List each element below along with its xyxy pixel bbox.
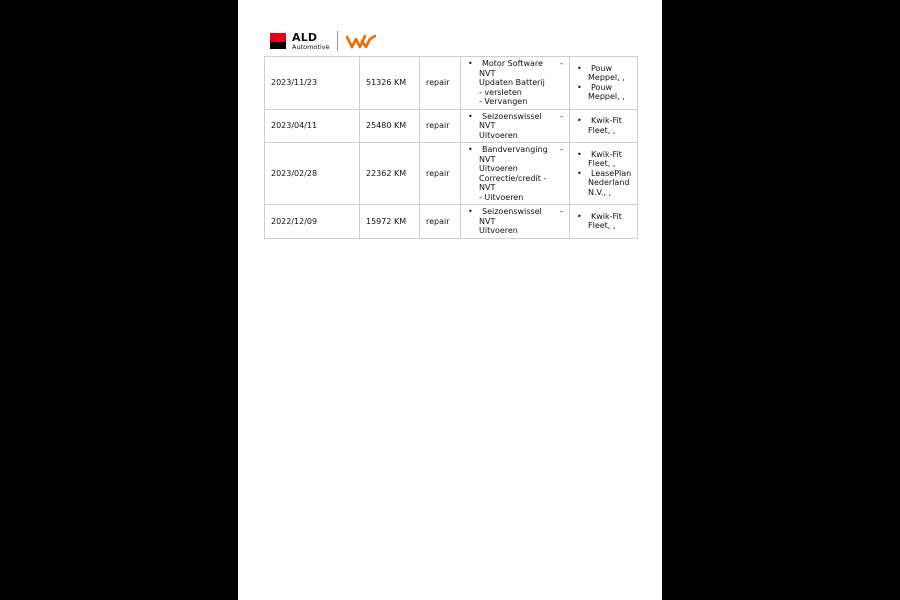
date-cell — [265, 205, 360, 239]
type-cell — [420, 57, 461, 110]
dealer-line: N.V., , — [588, 187, 612, 197]
ald-logo-mark-icon — [270, 33, 286, 49]
type-value: repair — [426, 216, 450, 226]
type-value: repair — [426, 121, 450, 130]
list-item: • Motor Software - NVT Updaten Batterij - versleten - Vervangen — [467, 59, 563, 107]
dealer-line: Fleet, , — [588, 221, 616, 231]
dealer-line: LeasePlan — [591, 168, 632, 178]
type-cell — [420, 109, 461, 143]
km-cell — [360, 205, 420, 239]
dealer-item — [576, 83, 631, 102]
header-logos — [270, 30, 376, 52]
dealer-line: Kwik-Fit — [591, 211, 622, 221]
dealer-line: Meppel, , — [588, 73, 625, 83]
activities-cell — [461, 143, 570, 205]
activity-line: Uitvoeren — [479, 226, 518, 235]
activity-title: • Motor Software — [482, 59, 543, 68]
list-item: • Seizoenswissel - NVT Uitvoeren — [467, 207, 563, 236]
table-row — [265, 205, 638, 239]
km-value: 15972 KM — [366, 216, 407, 226]
dealer-cell — [570, 109, 638, 143]
km-value: 22362 KM — [366, 168, 407, 178]
date-value: 2023/11/23 — [271, 78, 318, 87]
activity-line: Updaten Batterij — [479, 78, 545, 87]
ald-brand-main: ALD — [292, 30, 318, 44]
dealer-line: Meppel, , — [588, 92, 625, 102]
activity-title: • Seizoenswissel — [482, 207, 542, 216]
ald-logo — [292, 32, 330, 51]
type-cell — [420, 205, 461, 239]
activity-title: • Bandvervanging — [482, 145, 548, 154]
type-cell — [420, 143, 461, 205]
activity-line: Uitvoeren — [479, 164, 518, 173]
dealer-line: Nederland — [588, 178, 630, 188]
km-cell — [360, 143, 420, 205]
dealer-line: Kwik-Fit — [591, 116, 622, 126]
dealer-line: Pouw — [591, 63, 613, 73]
activities-cell — [461, 205, 570, 239]
maintenance-history-table — [264, 56, 638, 239]
activity-line: - versleten — [479, 87, 522, 97]
dealer-item — [576, 64, 631, 83]
date-cell — [265, 143, 360, 205]
leaseplan-logo-icon — [346, 33, 376, 49]
table-row — [265, 57, 638, 110]
activity-line: - Vervangen — [479, 97, 528, 106]
activity-line: Correctie/credit - NVT — [479, 173, 547, 192]
table-row — [265, 109, 638, 143]
activity-line: NVT — [479, 68, 496, 78]
dealer-cell — [570, 205, 638, 239]
dealer-item — [576, 116, 631, 135]
ald-brand-sub: Automotive — [292, 42, 330, 51]
dealer-cell — [570, 57, 638, 110]
date-value: 2023/02/28 — [271, 168, 318, 178]
activity-line: - Uitvoeren — [479, 192, 524, 202]
km-value: 25480 KM — [366, 121, 407, 130]
km-value: 51326 KM — [366, 78, 407, 87]
dealer-line: Fleet, , — [588, 125, 616, 135]
dealer-item — [576, 212, 631, 231]
activity-line: Uitvoeren — [479, 130, 518, 140]
date-cell — [265, 109, 360, 143]
table-row — [265, 143, 638, 205]
dealer-cell — [570, 143, 638, 205]
dealer-item — [576, 150, 631, 169]
km-cell — [360, 57, 420, 110]
date-cell — [265, 57, 360, 110]
activity-line: NVT — [479, 216, 496, 226]
date-value: 2022/12/09 — [271, 216, 318, 226]
type-value: repair — [426, 168, 450, 178]
activities-cell — [461, 57, 570, 110]
logo-divider — [337, 31, 338, 51]
km-cell — [360, 109, 420, 143]
dealer-line: Fleet, , — [588, 159, 616, 169]
list-item: • Seizoenswissel - NVT Uitvoeren — [467, 112, 563, 141]
date-value: 2023/04/11 — [271, 121, 318, 130]
list-item: • Bandvervanging - NVT Uitvoeren Correctie/credit - NVT - Uitvoeren — [467, 145, 563, 202]
activity-line: NVT — [479, 121, 496, 130]
dealer-item — [576, 169, 631, 198]
document-page — [238, 0, 662, 600]
activity-title: • Seizoenswissel — [482, 111, 542, 121]
dealer-line: Pouw — [591, 82, 613, 92]
type-value: repair — [426, 78, 450, 87]
activity-line: NVT — [479, 154, 496, 164]
dealer-line: Kwik-Fit — [591, 149, 622, 159]
activities-cell — [461, 109, 570, 143]
